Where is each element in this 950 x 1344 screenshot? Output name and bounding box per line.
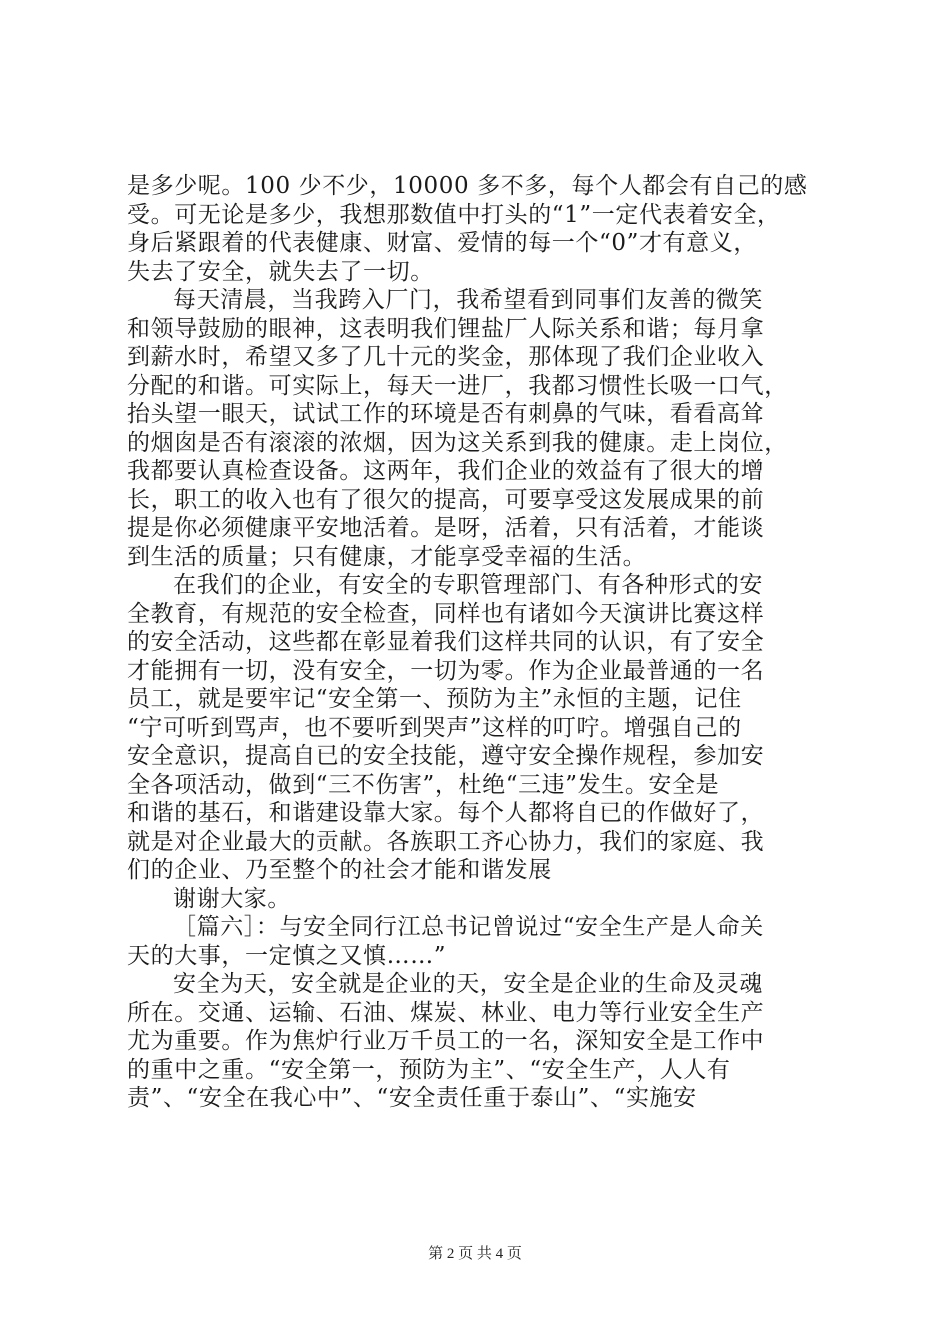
text-line: 到薪水时，希望又多了几十元的奖金，那体现了我们企业收入 [127,344,765,370]
text-line: 所在。交通、运输、石油、煤炭、林业、电力等行业安全生产 [127,999,765,1026]
text-line: 和谐的基石，和谐建设靠大家。每个人都将自已的作做好了， [127,800,765,826]
text-line: 失去了安全，就失去了一切。 [127,258,434,285]
text-line: 受。可无论是多少，我想那数值中打头的“1”一定代表着安全， [127,201,781,228]
text-line: 我都要认真检查设备。这两年，我们企业的效益有了很大的增 [127,458,765,484]
text-line: 身后紧跟着的代表健康、财富、爱情的每一个“0”才有意义， [127,230,757,256]
text-line: 才能拥有一切，没有安全，一切为零。作为企业最普通的一名 [127,657,765,684]
paragraph-first-line: ［篇六］：与安全同行江总书记曾说过“安全生产是人命关 [173,914,764,940]
text-line: 尤为重要。作为焦炉行业万千员工的一名，深知安全是工作中 [127,1028,765,1054]
text-line: 到生活的质量；只有健康，才能享受幸福的生活。 [127,543,647,570]
paragraph-first-line: 每天清晨，当我跨入厂门，我希望看到同事们友善的微笑 [173,287,763,313]
text-line: 的烟囱是否有滚滚的浓烟，因为这关系到我的健康。走上岗位， [127,429,788,456]
text-line: 们的企业、乃至整个的社会才能和谐发展 [127,857,552,883]
text-line: 长，职工的收入也有了很欠的提高，可要享受这发展成果的前 [127,486,765,513]
text-line: 分配的和谐。可实际上，每天一进厂，我都习惯性长吸一口气， [127,372,788,399]
text-line: 员工，就是要牢记“安全第一、预防为主”永恒的主题，记住 [127,686,742,712]
body-text [127,172,833,1113]
text-line: 的重中之重。“安全第一，预防为主”、“安全生产，人人有 [127,1056,731,1083]
paragraph-first-line: 在我们的企业，有安全的专职管理部门、有各种形式的安 [173,572,763,598]
text-line: 提是你必须健康平安地活着。是呀，活着，只有活着，才能谈 [127,515,765,541]
text-line: 安全意识，提高自已的安全技能，遵守安全操作规程，参加安 [127,743,765,769]
page-footer: 第 2 页 共 4 页 [428,1246,522,1262]
paragraph-first-line: 谢谢大家。 [173,885,291,912]
text-line: 全教育，有规范的安全检查，同样也有诸如今天演讲比赛这样 [127,600,765,627]
text-line: 责”、“安全在我心中”、“安全责任重于泰山”、“实施安 [127,1085,697,1111]
text-line: 全各项活动，做到“三不伤害”，杜绝“三违”发生。安全是 [127,771,720,798]
text-line: “宁可听到骂声，也不要听到哭声”这样的叮咛。增强自己的 [127,714,742,741]
text-line: 和领导鼓励的眼神，这表明我们锂盐厂人际关系和谐；每月拿 [127,315,765,342]
text-line: 的安全活动，这些都在彰显着我们这样共同的认识，有了安全 [127,629,765,655]
text-line: 是多少呢。100 少不少，10000 多不多，每个人都会有自己的感 [127,173,808,199]
text-line: 就是对企业最大的贡献。各族职工齐心协力，我们的家庭、我 [127,828,765,855]
paragraph-first-line: 安全为天，安全就是企业的天，安全是企业的生命及灵魂 [173,971,763,997]
text-line: 抬头望一眼天，试试工作的环境是否有刺鼻的气味，看看高耸 [127,401,765,427]
text-line: 天的大事，一定慎之又慎……” [127,942,447,969]
